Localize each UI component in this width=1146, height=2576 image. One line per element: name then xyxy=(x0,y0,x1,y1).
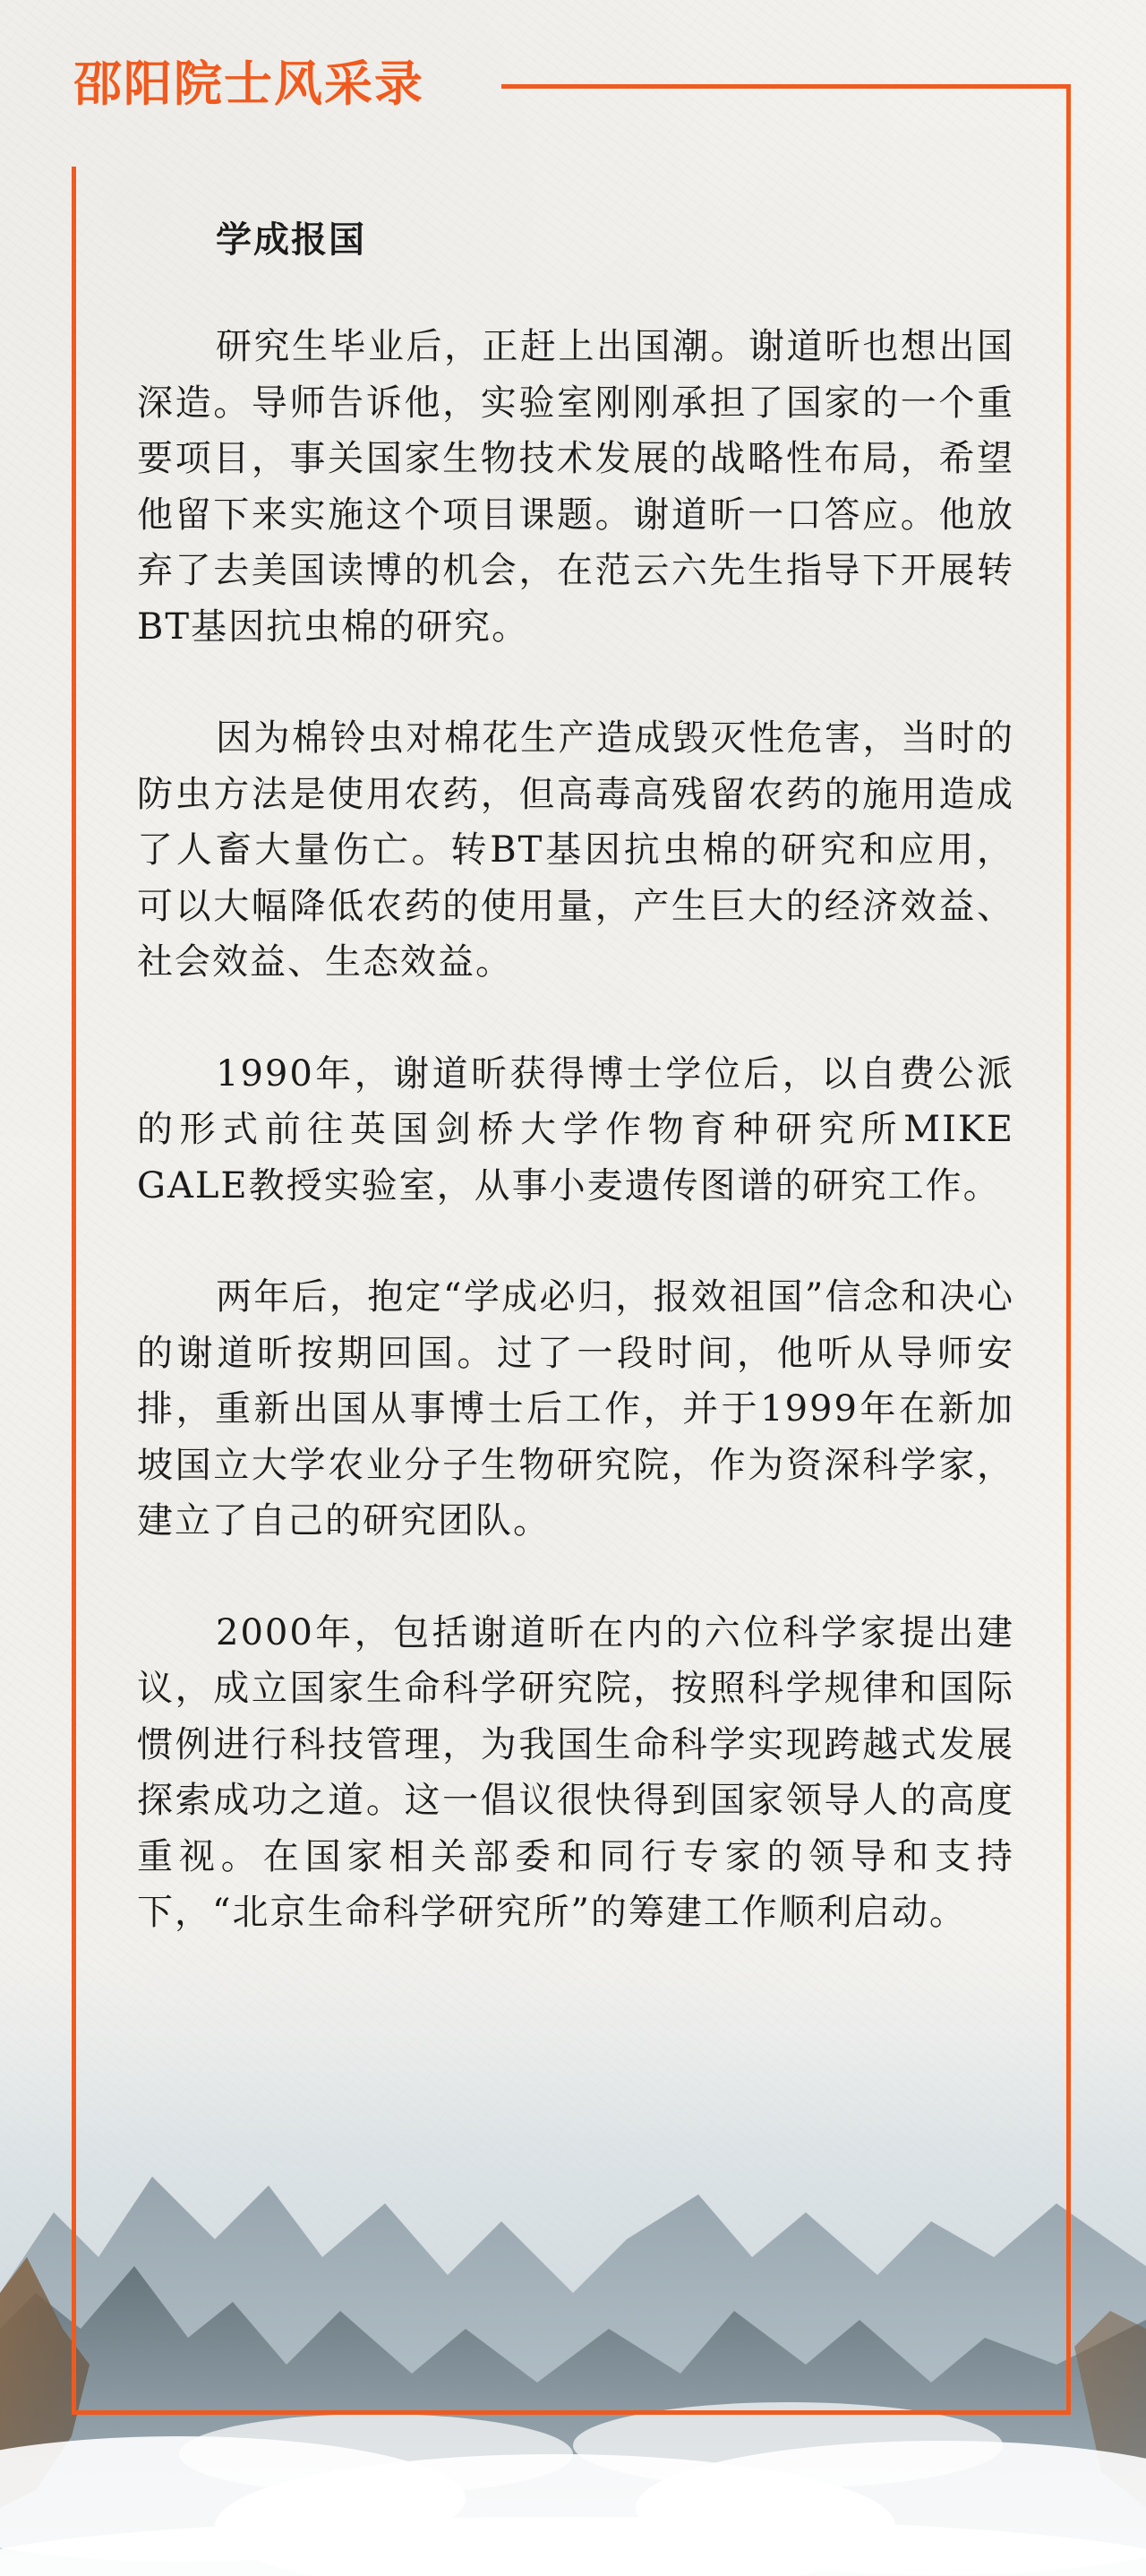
article-body xyxy=(137,215,1014,1941)
frame-bottom-border xyxy=(72,2410,1071,2415)
paragraph-5: 2000年，包括谢道昕在内的六位科学家提出建议，成立国家生命科学研究院，按照科学规律和国际惯例进行科技管理，为我国生命科学实现跨越式发展探索成功之道。这一倡议很快得到国家领导人的高度重视。在国家相关部委和同行专家的领导和支持下，“北京生命科学研究所”的筹建工作顺利启动。 xyxy=(137,1611,1014,1933)
frame-top-border xyxy=(501,84,1071,89)
section-heading: 学成报国 xyxy=(216,219,366,261)
paragraph-2: 因为棉铃虫对棉花生产造成毁灭性危害，当时的防虫方法是使用农药，但高毒高残留农药的施用造成了人畜大量伤亡。转BT基因抗虫棉的研究和应用，可以大幅降低农药的使用量，产生巨大的经济效益、社会效益、生态效益。 xyxy=(137,717,1014,983)
frame-right-border xyxy=(1066,84,1071,2415)
column-title: 邵阳院士风采录 xyxy=(73,56,424,112)
frame-left-border xyxy=(72,167,76,2415)
paragraph-3: 1990年，谢道昕获得博士学位后，以自费公派的形式前往英国剑桥大学作物育种研究所MIKE GALE教授实验室，从事小麦遗传图谱的研究工作。 xyxy=(137,1052,1014,1206)
paragraph-1: 研究生毕业后，正赶上出国潮。谢道昕也想出国深造。导师告诉他，实验室刚刚承担了国家的一个重要项目，事关国家生物技术发展的战略性布局，希望他留下来实施这个项目课题。谢道昕一口答应。他放弃了去美国读博的机会，在范云六先生指导下开展转BT基因抗虫棉的研究。 xyxy=(137,326,1014,648)
paragraph-4: 两年后，抱定“学成必归，报效祖国”信念和决心的谢道昕按期回国。过了一段时间，他听从导师安排，重新出国从事博士后工作，并于1999年在新加坡国立大学农业分子生物研究院，作为资深科学家，建立了自己的研究团队。 xyxy=(137,1276,1014,1541)
